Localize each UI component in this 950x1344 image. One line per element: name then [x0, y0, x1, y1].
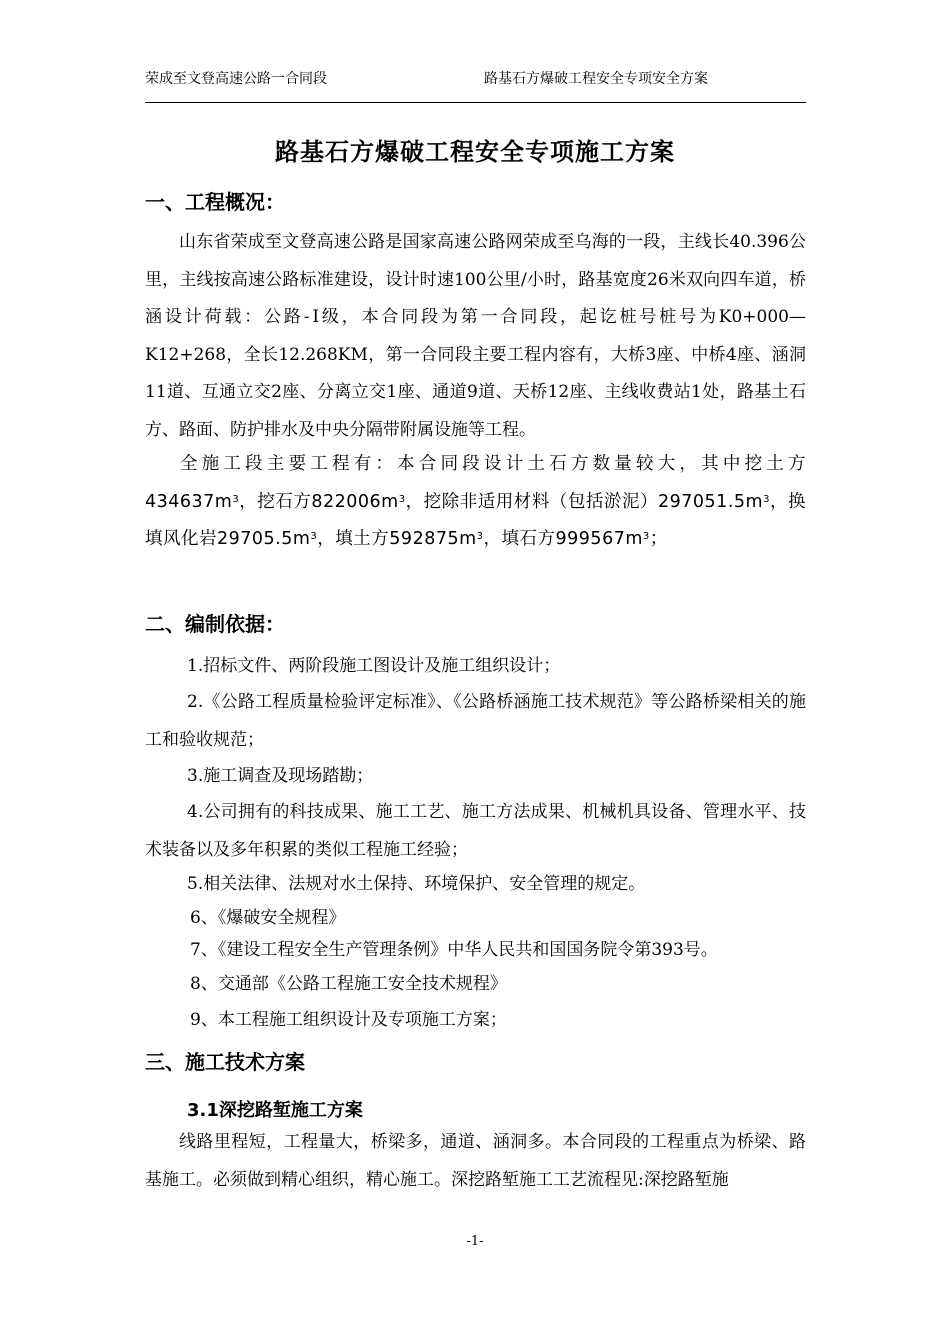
- basis-item: 7、《建设工程安全生产管理条例》中华人民共和国国务院令第393号。: [190, 940, 718, 960]
- header-rule: [145, 102, 806, 103]
- basis-item: 4.公司拥有的科技成果、施工工艺、施工方法成果、机械机具设备、管理水平、技术装备以及多年积累的类似工程施工经验；: [145, 802, 806, 860]
- header-left-text: 荣成至文登高速公路一合同段: [145, 71, 327, 87]
- basis-item: 9、本工程施工组织设计及专项施工方案；: [190, 1010, 507, 1030]
- basis-item: 5.相关法律、法规对水土保持、环境保护、安全管理的规定。: [187, 874, 646, 894]
- basis-item: 2.《公路工程质量检验评定标准》、《公路桥涵施工技术规范》等公路桥梁相关的施工和验收规范；: [145, 692, 806, 750]
- section-heading-basis: 二、编制依据：: [145, 612, 285, 636]
- basis-item: 1.招标文件、两阶段施工图设计及施工组织设计；: [187, 656, 561, 676]
- deep-cut-paragraph: 线路里程短，工程量大，桥梁多，通道、涵洞多。本合同段的工程重点为桥梁、路基施工。必须做到精心组织，精心施工。深挖路堑施工工艺流程见:深挖路堑施: [145, 1132, 806, 1190]
- page-number: -1-: [466, 1234, 484, 1249]
- section-heading-technical: 三、施工技术方案: [145, 1050, 305, 1074]
- quantities-paragraph: 全施工段主要工程有：本合同段设计土石方数量较大，其中挖土方$434637m^3$，挖石方$822006m^3$，挖除非适用材料（包括淤泥）$297051.5m^3$，换填风化岩$29705.5m^3$，填土方$592875m^3$，填石方$999567m^3$；: [145, 454, 806, 550]
- header-right-text: 路基石方爆破工程安全专项安全方案: [484, 71, 708, 87]
- basis-item: 6、《爆破安全规程》: [190, 908, 346, 928]
- basis-item: 8、交通部《公路工程施工安全技术规程》: [190, 974, 507, 994]
- section-heading-overview: 一、工程概况：: [145, 190, 285, 214]
- subsection-heading-deep-cut: 3.1深挖路堑施工方案: [187, 1100, 363, 1121]
- overview-paragraph: 山东省荣成至文登高速公路是国家高速公路网荣成至乌海的一段，主线长40.396公里，主线按高速公路标准建设，设计时速100公里/小时，路基宽度26米双向四车道，桥涵设计荷载：公路-Ⅰ级，本合同段为第一合同段，起讫桩号桩号为K0+000—K12+268，全长12.268KM，第一合同段主要工程内容有，大桥3座、中桥4座、涵洞11道、互通立交2座、分离立交1座、通道9道、天桥12座、主线收费站1处，路基土石方、路面、防护排水及中央分隔带附属设施等工程。: [145, 232, 806, 440]
- basis-item: 3.施工调查及现场踏勘；: [187, 766, 374, 786]
- document-title: 路基石方爆破工程安全专项施工方案: [275, 138, 675, 166]
